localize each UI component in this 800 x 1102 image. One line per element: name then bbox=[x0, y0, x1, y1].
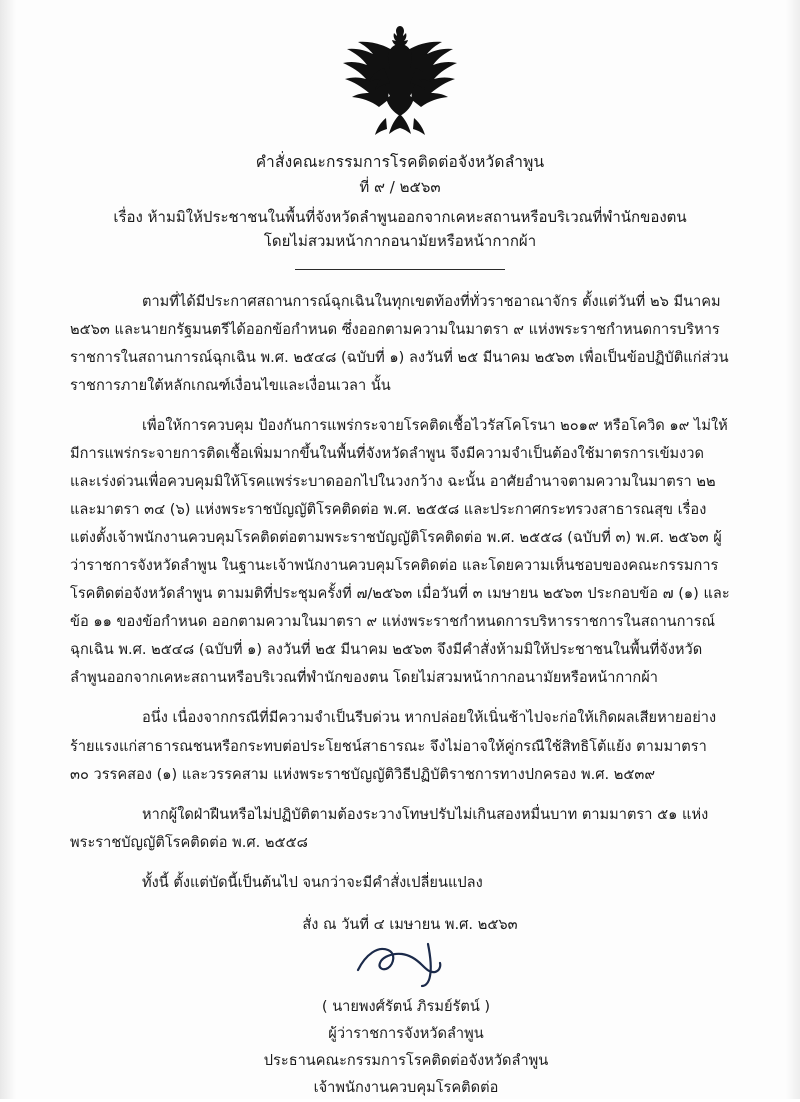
page-title: คำสั่งคณะกรรมการโรคติดต่อจังหวัดลำพูน bbox=[255, 153, 545, 171]
signer-title-1: ผู้ว่าราชการจังหวัดลำพูน bbox=[328, 1024, 484, 1042]
paragraph-3 bbox=[70, 704, 730, 788]
document-body bbox=[70, 288, 730, 896]
paragraph-4-text: หากผู้ใดฝ่าฝืนหรือไม่ปฏิบัติตามต้องระวางโทษปรับไม่เกินสองหมื่นบาท ตามมาตรา ๕๑ แห่งพระราชบัญญัติโรคติดต่อ พ.ศ. ๒๕๕๘ bbox=[70, 805, 709, 851]
paragraph-3-text: อนึ่ง เนื่องจากกรณีที่มีความจำเป็นรีบด่วน หากปล่อยให้เนิ่นช้าไปจะก่อให้เกิดผลเสียหายอย่างร้ายแรงแก่สาธารณชนหรือกระทบต่อประโยชน์สาธารณะ จึงไม่อาจให้คู่กรณีใช้สิทธิโต้แย้ง ตามมาตรา ๓๐ วรรคสอง (๑) และวรรคสาม แห่งพระราชบัญญัติวิธีปฏิบัติราชการทางปกครอง พ.ศ. ๒๕๓๙ bbox=[70, 709, 717, 783]
order-date: สั่ง ณ วันที่ ๔ เมษายน พ.ศ. ๒๕๖๓ bbox=[302, 915, 518, 933]
paragraph-5-text: ทั้งนี้ ตั้งแต่บัดนี้เป็นต้นไป จนกว่าจะมีคำสั่งเปลี่ยนแปลง bbox=[142, 873, 483, 891]
emblem-container bbox=[70, 22, 730, 144]
paragraph-1 bbox=[70, 288, 730, 400]
document-number: ที่ ๙ / ๒๕๖๓ bbox=[359, 178, 441, 197]
signature-container bbox=[70, 936, 730, 994]
title-block bbox=[70, 150, 730, 253]
subject-line-2: โดยไม่สวมหน้ากากอนามัยหรือหน้ากากผ้า bbox=[263, 232, 537, 251]
signer-title-2: ประธานคณะกรรมการโรคติดต่อจังหวัดลำพูน bbox=[263, 1051, 549, 1069]
signature-mark bbox=[350, 936, 460, 992]
paragraph-1-text: ตามที่ได้มีประกาศสถานการณ์ฉุกเฉินในทุกเขตท้องที่ทั่วราชอาณาจักร ตั้งแต่วันที่ ๒๖ มีนาคม ๒๕๖๓ และนายกรัฐมนตรีได้ออกข้อกำหนด ซึ่งออกตามความในมาตรา ๙ แห่งพระราชกำหนดการบริหารราชการในสถานการณ์ฉุกเฉิน พ.ศ. ๒๕๔๘ (ฉบับที่ ๑) ลงวันที่ ๒๕ มีนาคม ๒๕๖๓ เพื่อเป็นข้อปฏิบัติแก่ส่วนราชการภายใต้หลักเกณฑ์เงื่อนไขและเงื่อนเวลา นั้น bbox=[70, 293, 729, 395]
document-subject bbox=[70, 205, 730, 253]
divider bbox=[295, 269, 505, 270]
paragraph-4 bbox=[70, 801, 730, 857]
paragraph-2 bbox=[70, 412, 730, 692]
paragraph-2-text: เพื่อให้การควบคุม ป้องกันการแพร่กระจายโรคติดเชื้อไวรัสโคโรนา ๒๐๑๙ หรือโควิด ๑๙ ไม่ให้มีการแพร่กระจายการติดเชื้อเพิ่มมากขึ้นในพื้นที่จังหวัดลำพูน จึงมีความจำเป็นต้องใช้มาตรการเข้มงวดและเร่งด่วนเพื่อควบคุมมิให้โรคแพร่ระบาดออกไปในวงกว้าง ฉะนั้น อาศัยอำนาจตามความในมาตรา ๒๒ และมาตรา ๓๔ (๖) แห่งพระราชบัญญัติโรคติดต่อ พ.ศ. ๒๕๕๘ และประกาศกระทรวงสาธารณสุข เรื่อง แต่งตั้งเจ้าพนักงานควบคุมโรคติดต่อตามพระราชบัญญัติโรคติดต่อ พ.ศ. ๒๕๕๘ (ฉบับที่ ๓) พ.ศ. ๒๕๖๓ ผู้ว่าราชการจังหวัดลำพูน ในฐานะเจ้าพนักงานควบคุมโรคติดต่อ และโดยความเห็นชอบของคณะกรรมการโรคติดต่อจังหวัดลำพูน ตามมติที่ประชุมครั้งที่ ๗/๒๕๖๓ เมื่อวันที่ ๓ เมษายน ๒๕๖๓ ประกอบข้อ ๗ (๑) และข้อ ๑๑ ของข้อกำหนด ออกตามความในมาตรา ๙ แห่งพระราชกำหนดการบริหารราชการในสถานการณ์ฉุกเฉิน พ.ศ. ๒๕๔๘ (ฉบับที่ ๑) ลงวันที่ ๒๕ มีนาคม ๒๕๖๓ จึงมีคำสั่งห้ามมิให้ประชาชนในพื้นที่จังหวัดลำพูนออกจากเคหะสถานหรือบริเวณที่พำนักของตน โดยไม่สวมหน้ากากอนามัยหรือหน้ากากผ้า bbox=[70, 417, 730, 687]
signer-name: ( นายพงศ์รัตน์ ภิรมย์รัตน์ ) bbox=[321, 997, 491, 1015]
subject-line-1: เรื่อง ห้ามมิให้ประชาชนในพื้นที่จังหวัดลำพูนออกจากเคหะสถานหรือบริเวณที่พำนักของตน bbox=[113, 208, 687, 227]
paragraph-5 bbox=[70, 869, 730, 897]
signer-block bbox=[70, 994, 730, 1102]
signer-title-3: เจ้าพนักงานควบคุมโรคติดต่อ bbox=[313, 1078, 499, 1096]
garuda-emblem bbox=[336, 22, 464, 140]
